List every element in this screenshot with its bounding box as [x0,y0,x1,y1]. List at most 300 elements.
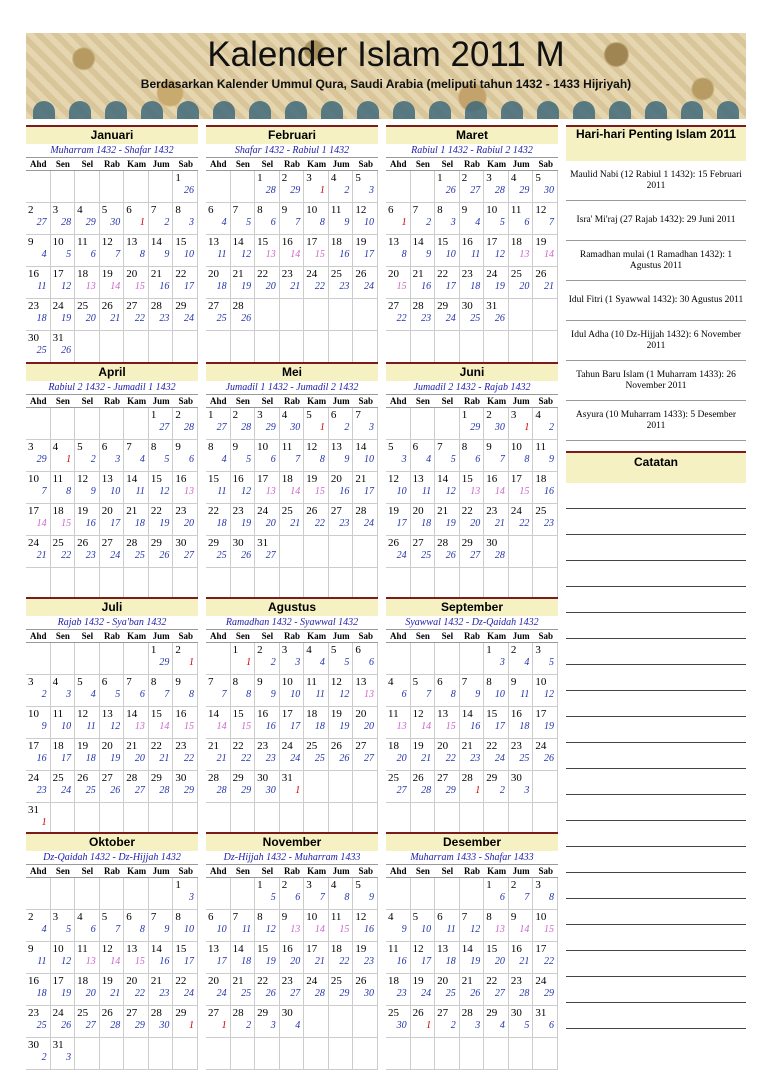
gregorian-date: 15 [150,708,162,720]
gregorian-date: 24 [28,772,39,784]
gregorian-date: 11 [306,676,317,688]
gregorian-date: 22 [175,975,187,987]
weekday-label: Sen [415,396,430,406]
gregorian-date: 25 [388,1007,399,1019]
gregorian-date: 10 [535,911,547,923]
day-cell [435,235,460,267]
gregorian-date: 25 [52,537,64,549]
day-cell [460,707,485,739]
day-cell [484,1006,509,1038]
gregorian-date: 2 [232,409,239,421]
hijri-date: 10 [290,689,301,700]
month-februari [206,125,378,363]
hijri-date: 4 [41,249,47,260]
day-cell [100,707,125,739]
gregorian-date: 17 [306,943,318,955]
note-line[interactable] [566,821,746,847]
note-line[interactable] [566,743,746,769]
gregorian-date: 7 [412,204,419,216]
weekday-label: Sab [178,631,193,641]
gregorian-date: 20 [101,740,113,752]
hijri-date: 17 [110,518,121,529]
hijri-date: 21 [110,988,121,999]
day-cell [124,910,149,942]
gregorian-date: 12 [306,441,318,453]
day-cell [533,739,558,771]
hijri-date: 11 [315,689,325,700]
day-cell [533,440,558,472]
hijri-date: 17 [216,956,227,967]
hijri-date: 29 [36,454,47,465]
hijri-date: 2 [41,1052,47,1063]
day-cell [353,536,378,568]
hijri-range: Shafar 1432 - Rabiul 1 1432 [206,144,378,158]
gregorian-date: 8 [175,911,181,923]
hijri-date: 27 [159,422,170,433]
day-cell [484,568,509,600]
hijri-date: 15 [314,486,325,497]
gregorian-date: 19 [77,740,89,752]
gregorian-date: 15 [257,943,269,955]
weekday-header [26,865,198,878]
note-line[interactable] [566,899,746,925]
gregorian-date: 6 [208,911,214,923]
hijri-date: 20 [85,988,96,999]
day-cell [484,942,509,974]
gregorian-date: 16 [28,268,39,280]
gregorian-date: 25 [510,268,522,280]
hijri-date: 21 [290,281,301,292]
day-cell [411,1006,436,1038]
gregorian-date: 24 [306,975,318,987]
day-cell [386,472,411,504]
hijri-date: 24 [290,753,301,764]
hijri-date: 20 [396,753,407,764]
note-line[interactable] [566,639,746,665]
gregorian-date: 22 [486,975,498,987]
day-cell [100,536,125,568]
gregorian-date: 3 [306,172,312,184]
day-cell [280,568,305,600]
day-cell [51,299,76,331]
weekday-label: Sel [261,866,274,876]
hijri-date: 23 [396,988,407,999]
day-cell [509,707,534,739]
day-cell [509,299,534,331]
hijri-date: 24 [183,988,194,999]
day-cell [231,203,256,235]
weekday-label: Kam [487,866,507,876]
day-cell [509,1006,534,1038]
hijri-date: 17 [363,249,374,260]
day-cell [484,803,509,835]
day-cell [386,878,411,910]
hijri-date: 28 [159,785,170,796]
hijri-date: 2 [41,689,47,700]
day-cell [231,675,256,707]
gregorian-date: 29 [486,772,498,784]
hijri-date: 7 [164,689,170,700]
note-line[interactable] [566,691,746,717]
gregorian-date: 5 [77,676,83,688]
hijri-date: 29 [290,185,301,196]
gregorian-date: 1 [150,409,157,421]
note-line[interactable] [566,561,746,587]
gregorian-date: 19 [306,473,318,485]
hijri-date: 28 [421,785,432,796]
note-line[interactable] [566,977,746,1003]
hijri-date: 10 [363,217,374,228]
weekday-label: Ahd [390,396,407,406]
note-line[interactable] [566,769,746,795]
weekday-label: Ahd [390,866,407,876]
hijri-date: 4 [90,689,96,700]
weekday-label: Sel [81,396,94,406]
day-grid [206,171,378,363]
day-cell [51,771,76,803]
gregorian-date: 1 [437,172,443,184]
day-cell [100,1006,125,1038]
gregorian-date: 21 [437,505,449,517]
day-cell [124,203,149,235]
hijri-date: 24 [183,313,194,324]
day-cell [173,878,198,910]
gregorian-date: 20 [208,268,219,280]
hijri-date: 20 [290,956,301,967]
weekday-label: Kam [307,159,327,169]
hijri-date: 6 [90,924,96,935]
hijri-date: 17 [290,721,301,732]
gregorian-date: 8 [486,676,492,688]
gregorian-date: 29 [175,300,187,312]
gregorian-date: 9 [486,441,492,453]
gregorian-date: 29 [257,1007,269,1019]
gregorian-date: 1 [175,879,181,891]
day-cell [100,1038,125,1070]
day-cell [329,299,354,331]
day-cell [231,910,256,942]
weekday-header [26,158,198,171]
day-cell [26,568,51,600]
note-line[interactable] [566,951,746,977]
weekday-label: Ahd [30,159,47,169]
day-cell [460,942,485,974]
hijri-date: 25 [36,345,47,356]
hijri-date: 15 [241,721,252,732]
day-cell [280,504,305,536]
note-line[interactable] [566,665,746,691]
day-cell [460,440,485,472]
day-cell [100,267,125,299]
hijri-date: 4 [221,454,227,465]
gregorian-date: 10 [281,676,293,688]
gregorian-date: 7 [461,911,468,923]
day-cell [411,675,436,707]
gregorian-date: 4 [330,172,337,184]
day-cell [149,707,174,739]
gregorian-date: 28 [461,1007,473,1019]
day-cell [533,299,558,331]
day-cell [386,299,411,331]
hijri-date: 1 [41,817,47,828]
hijri-date: 1 [319,185,325,196]
hijri-date: 21 [159,753,170,764]
weekday-label: Sen [415,631,430,641]
day-cell [255,267,280,299]
gregorian-date: 26 [412,772,424,784]
gregorian-date: 14 [232,236,244,248]
gregorian-date: 7 [355,409,361,421]
month-name: Oktober [26,832,198,851]
day-cell [386,171,411,203]
weekday-label: Kam [487,159,507,169]
notes-title: Catatan [566,451,746,483]
day-cell [460,331,485,363]
hijri-date: 7 [319,892,325,903]
hijri-date: 7 [426,689,432,700]
hijri-range: Ramadhan 1432 - Syawwal 1432 [206,616,378,630]
gregorian-date: 21 [126,740,138,752]
day-cell [304,942,329,974]
day-cell [255,171,280,203]
note-line[interactable] [566,847,746,873]
day-grid [206,408,378,600]
gregorian-date: 14 [437,473,449,485]
hijri-date: 2 [344,185,350,196]
day-cell [533,803,558,835]
day-cell [329,408,354,440]
day-cell [149,267,174,299]
gregorian-date: 14 [461,943,473,955]
day-cell [280,942,305,974]
hijri-date: 26 [241,550,252,561]
hijri-date: 10 [110,486,121,497]
hijri-date: 14 [494,486,505,497]
event-item: Tahun Baru Islam (1 Muharram 1433): 26 November 2011 [566,361,746,401]
note-line[interactable] [566,483,746,509]
hijri-date: 21 [519,956,530,967]
hijri-date: 21 [421,753,432,764]
hijri-date: 12 [61,281,72,292]
day-cell [255,235,280,267]
hijri-date: 15 [445,721,456,732]
day-cell [149,878,174,910]
hijri-date: 23 [363,956,374,967]
day-cell [304,267,329,299]
note-line[interactable] [566,587,746,613]
day-cell [206,536,231,568]
note-line[interactable] [566,717,746,743]
hijri-date: 25 [216,550,227,561]
gregorian-date: 6 [330,409,337,421]
day-cell [149,1006,174,1038]
hijri-date: 1 [139,217,145,228]
hijri-date: 20 [470,518,481,529]
hijri-date: 24 [445,313,456,324]
hijri-date: 15 [396,281,407,292]
gregorian-date: 19 [101,268,113,280]
gregorian-date: 12 [77,473,89,485]
note-line[interactable] [566,925,746,951]
gregorian-date: 21 [208,740,219,752]
note-line[interactable] [566,873,746,899]
hijri-date: 12 [543,689,554,700]
day-cell [411,568,436,600]
day-cell [26,707,51,739]
hijri-date: 12 [241,486,252,497]
day-grid [386,408,558,600]
day-cell [26,267,51,299]
day-cell [411,536,436,568]
weekday-label: Ahd [210,396,227,406]
weekday-label: Sen [55,396,70,406]
gregorian-date: 23 [175,505,187,517]
day-grid [386,643,558,835]
day-cell [231,1038,256,1070]
page-subtitle: Berdasarkan Kalender Ummul Qura, Saudi Arabia (meliputi tahun 1432 - 1433 Hijriyah) [140,77,632,91]
hijri-date: 12 [470,924,481,935]
gregorian-date: 27 [126,1007,138,1019]
day-cell [255,974,280,1006]
gregorian-date: 9 [28,943,34,955]
day-cell [75,1038,100,1070]
day-cell [149,472,174,504]
gregorian-date: 6 [208,204,214,216]
gregorian-date: 17 [257,473,269,485]
note-line[interactable] [566,613,746,639]
gregorian-date: 29 [232,772,244,784]
gregorian-date: 15 [486,943,498,955]
day-cell [304,235,329,267]
hijri-date: 3 [66,1052,72,1063]
day-cell [173,203,198,235]
hijri-date: 22 [314,281,325,292]
note-line[interactable] [566,1003,746,1029]
day-cell [411,331,436,363]
day-cell [509,536,534,568]
hijri-date: 27 [290,988,301,999]
hijri-date: 6 [139,689,145,700]
gregorian-date: 15 [175,236,187,248]
day-cell [460,643,485,675]
note-line[interactable] [566,795,746,821]
hijri-date: 2 [90,454,96,465]
gregorian-date: 9 [461,204,468,216]
hijri-date: 8 [450,689,456,700]
weekday-label: Kam [307,866,327,876]
note-line[interactable] [566,509,746,535]
day-cell [173,408,198,440]
gregorian-date: 6 [101,441,108,453]
day-cell [280,803,305,835]
gregorian-date: 20 [101,505,113,517]
hijri-date: 23 [159,988,170,999]
day-cell [75,643,100,675]
day-cell [173,235,198,267]
gregorian-date: 8 [486,911,492,923]
hijri-date: 14 [519,924,530,935]
calendar-header [26,33,746,119]
gregorian-date: 31 [486,300,498,312]
day-cell [280,974,305,1006]
day-cell [75,1006,100,1038]
hijri-date: 22 [519,518,530,529]
hijri-date: 2 [270,657,276,668]
day-cell [484,739,509,771]
day-cell [100,675,125,707]
day-cell [26,675,51,707]
gregorian-date: 13 [126,236,138,248]
day-cell [280,1006,305,1038]
day-cell [206,675,231,707]
day-cell [26,331,51,363]
weekday-label: Sen [235,866,250,876]
day-cell [484,504,509,536]
day-cell [533,675,558,707]
weekday-label: Sel [261,159,274,169]
gregorian-date: 4 [330,879,337,891]
day-cell [353,1038,378,1070]
day-cell [386,536,411,568]
note-line[interactable] [566,535,746,561]
hijri-range: Rabiul 2 1432 - Jumadil 1 1432 [26,381,198,395]
day-cell [329,536,354,568]
hijri-date: 24 [396,550,407,561]
day-cell [100,299,125,331]
day-cell [280,739,305,771]
hijri-date: 15 [314,249,325,260]
gregorian-date: 26 [77,772,89,784]
weekday-label: Ahd [210,631,227,641]
day-cell [460,878,485,910]
day-cell [386,440,411,472]
day-cell [353,472,378,504]
hijri-date: 18 [421,518,432,529]
day-cell [411,1038,436,1070]
gregorian-date: 15 [208,473,219,485]
day-cell [124,1038,149,1070]
gregorian-date: 2 [281,879,288,891]
day-cell [280,910,305,942]
hijri-date: 9 [164,249,170,260]
month-name: Juni [386,362,558,381]
gregorian-date: 12 [355,204,367,216]
day-grid [386,878,558,1070]
gregorian-date: 10 [306,911,318,923]
day-cell [280,878,305,910]
day-cell [304,643,329,675]
gregorian-date: 30 [281,1007,293,1019]
hijri-date: 22 [314,518,325,529]
hijri-date: 11 [520,689,530,700]
day-cell [435,942,460,974]
gregorian-date: 12 [412,708,424,720]
hijri-date: 13 [265,249,276,260]
hijri-date: 18 [134,518,145,529]
hijri-date: 28 [494,185,505,196]
gregorian-date: 4 [52,676,59,688]
gregorian-date: 26 [330,740,342,752]
gregorian-date: 27 [101,537,113,549]
important-days-title: Hari-hari Penting Islam 2011 [566,125,746,161]
hijri-range: Dz-Qaidah 1432 - Dz-Hijjah 1432 [26,851,198,865]
hijri-date: 22 [61,550,72,561]
day-cell [206,267,231,299]
hijri-date: 17 [183,281,194,292]
day-cell [304,974,329,1006]
hijri-date: 14 [543,249,554,260]
gregorian-date: 11 [52,473,64,485]
